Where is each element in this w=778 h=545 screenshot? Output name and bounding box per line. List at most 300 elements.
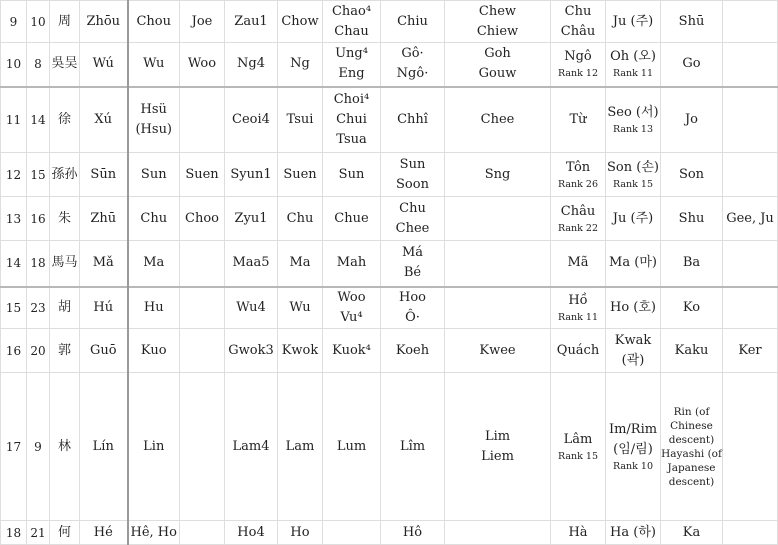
table-cell xyxy=(1,329,27,373)
cell-text: Vu⁴ xyxy=(340,309,363,325)
cell-text: Son (손) xyxy=(607,159,659,175)
cell-text: 馬马 xyxy=(51,255,78,271)
table-cell xyxy=(80,241,128,287)
table-cell xyxy=(723,329,778,373)
table-cell xyxy=(180,287,225,329)
cell-text: Ker xyxy=(738,342,762,358)
rank-label: Rank 10 xyxy=(612,460,654,472)
table-cell xyxy=(606,373,661,521)
table-cell xyxy=(551,373,606,521)
cell-text: Sun xyxy=(140,166,167,182)
cell-text: Gwok3 xyxy=(228,342,274,358)
rank-label: Rank 13 xyxy=(612,123,654,135)
cell-text: Zhōu xyxy=(86,13,121,29)
cell-text: 23 xyxy=(30,300,46,315)
cell-text: Chiew xyxy=(476,23,519,39)
table-cell xyxy=(445,43,551,87)
cell-text: 12 xyxy=(5,167,22,182)
cell-text: 16 xyxy=(5,343,22,358)
cell-text: 21 xyxy=(30,525,46,540)
cell-text: Joe xyxy=(191,13,213,29)
table-cell xyxy=(27,373,50,521)
table-cell xyxy=(551,43,606,87)
cell-text: 13 xyxy=(5,211,22,226)
table-cell xyxy=(381,43,445,87)
table-cell xyxy=(661,329,723,373)
cell-text: 17 xyxy=(5,439,22,454)
table-cell xyxy=(445,1,551,43)
table-cell xyxy=(180,87,225,153)
cell-text: Má xyxy=(401,245,424,261)
table-row xyxy=(1,329,778,373)
table-cell xyxy=(180,521,225,545)
cell-text: 14 xyxy=(5,256,22,271)
table-cell xyxy=(180,329,225,373)
cell-text: Hô xyxy=(402,524,423,540)
cell-text: 何 xyxy=(57,524,71,540)
table-cell xyxy=(180,373,225,521)
table-cell xyxy=(551,329,606,373)
cell-text: Ung⁴ xyxy=(335,46,368,62)
table-cell xyxy=(1,287,27,329)
cell-text: Hé xyxy=(93,524,113,540)
table-cell xyxy=(445,241,551,287)
cell-text: Eng xyxy=(338,66,365,82)
cell-text: Rin (of Chinese descent) Hayashi (of Japanese descent) xyxy=(661,405,722,488)
cell-text: Ngô· xyxy=(396,66,429,82)
cell-text: Woo xyxy=(337,289,366,305)
cell-text: Chu xyxy=(140,210,168,226)
table-cell xyxy=(381,87,445,153)
cell-text: Ô· xyxy=(405,309,420,325)
table-cell xyxy=(278,43,323,87)
cell-text: Lum xyxy=(336,438,367,454)
rank-label: Rank 15 xyxy=(612,178,654,190)
table-cell xyxy=(278,287,323,329)
cell-text: 朱 xyxy=(57,210,71,226)
cell-text: Chu xyxy=(286,210,314,226)
table-cell xyxy=(128,373,180,521)
table-cell xyxy=(225,521,278,545)
table-cell xyxy=(445,153,551,197)
cell-text: Ngô xyxy=(564,49,592,65)
cell-text: Ho xyxy=(290,524,310,540)
table-cell xyxy=(225,153,278,197)
table-cell xyxy=(50,241,80,287)
table-cell xyxy=(606,43,661,87)
rank-label: Rank 26 xyxy=(557,178,599,190)
table-cell xyxy=(323,197,381,241)
cell-text: Ju (주) xyxy=(612,13,654,29)
cell-text: Chow xyxy=(281,13,319,29)
cell-text: 18 xyxy=(30,256,46,271)
table-cell xyxy=(1,43,27,87)
cell-text: 胡 xyxy=(57,299,71,315)
cell-text: Lam4 xyxy=(232,438,270,454)
cell-text: Shu xyxy=(678,210,705,226)
table-cell xyxy=(128,43,180,87)
cell-text: Ceoi4 xyxy=(232,111,270,127)
cell-text: Koeh xyxy=(395,342,430,358)
cell-text: Kwak xyxy=(614,332,652,348)
cell-text: Zhū xyxy=(90,210,117,226)
table-cell xyxy=(661,373,723,521)
table-cell xyxy=(80,287,128,329)
cell-text: Ho4 xyxy=(237,524,265,540)
table-cell xyxy=(180,43,225,87)
cell-text: Goh xyxy=(484,46,511,62)
cell-text: Sun xyxy=(399,156,426,172)
table-cell xyxy=(606,1,661,43)
cell-text: (Hsu) xyxy=(135,121,173,137)
table-cell xyxy=(80,329,128,373)
table-cell xyxy=(50,373,80,521)
table-row xyxy=(1,373,778,521)
table-cell xyxy=(381,329,445,373)
table-cell xyxy=(606,153,661,197)
table-cell xyxy=(27,197,50,241)
cell-text: 孫孙 xyxy=(51,166,78,182)
table-cell xyxy=(225,87,278,153)
table-cell xyxy=(661,153,723,197)
cell-text: Ma (마) xyxy=(609,255,657,271)
cell-text: Kuo xyxy=(140,342,167,358)
cell-text: Choi⁴ xyxy=(333,91,370,107)
table-cell xyxy=(180,241,225,287)
table-cell xyxy=(180,1,225,43)
table-cell xyxy=(80,521,128,545)
table-cell xyxy=(27,87,50,153)
table-cell xyxy=(128,1,180,43)
table-cell xyxy=(50,87,80,153)
table-cell xyxy=(278,373,323,521)
cell-text: Oh (오) xyxy=(610,49,656,65)
table-cell xyxy=(27,241,50,287)
cell-text: 郭 xyxy=(57,342,71,358)
table-cell xyxy=(723,87,778,153)
table-row xyxy=(1,241,778,287)
cell-text: Soon xyxy=(396,176,429,192)
cell-text: Châu xyxy=(560,203,596,219)
table-cell xyxy=(1,197,27,241)
table-cell xyxy=(723,241,778,287)
table-cell xyxy=(723,287,778,329)
table-cell xyxy=(323,521,381,545)
table-cell xyxy=(128,241,180,287)
cell-text: Kwok xyxy=(281,342,319,358)
table-cell xyxy=(128,287,180,329)
table-cell xyxy=(278,153,323,197)
table-cell xyxy=(225,287,278,329)
table-cell xyxy=(50,329,80,373)
table-cell xyxy=(225,241,278,287)
cell-text: 林 xyxy=(57,438,71,454)
table-cell xyxy=(50,1,80,43)
table-cell xyxy=(27,1,50,43)
cell-text: Hu xyxy=(143,299,164,315)
table-cell xyxy=(445,197,551,241)
table-cell xyxy=(180,153,225,197)
cell-text: Tôn xyxy=(565,159,591,175)
cell-text: Từ xyxy=(569,111,587,127)
cell-text: Mah xyxy=(336,255,367,271)
cell-text: Woo xyxy=(187,56,217,72)
cell-text: 徐 xyxy=(57,111,71,127)
table-cell xyxy=(1,373,27,521)
table-cell xyxy=(551,241,606,287)
cell-text: Shū xyxy=(678,13,705,29)
cell-text: Son xyxy=(678,166,705,182)
cell-text: Kaku xyxy=(674,342,709,358)
table-cell xyxy=(606,287,661,329)
table-cell xyxy=(381,197,445,241)
cell-text: 8 xyxy=(34,57,42,72)
table-cell xyxy=(445,87,551,153)
cell-text: Gouw xyxy=(478,66,517,82)
cell-text: Wu xyxy=(289,299,311,315)
cell-text: 18 xyxy=(5,525,22,540)
cell-text: 10 xyxy=(30,14,46,29)
table-cell xyxy=(323,1,381,43)
cell-text: Suen xyxy=(185,166,219,182)
cell-text: 吳吴 xyxy=(51,56,78,72)
table-cell xyxy=(445,521,551,545)
table-cell xyxy=(80,43,128,87)
table-cell xyxy=(606,329,661,373)
rank-label: Rank 22 xyxy=(557,222,599,234)
cell-text: Ma xyxy=(289,255,311,271)
table-cell xyxy=(723,521,778,545)
table-cell xyxy=(80,87,128,153)
table-cell xyxy=(278,1,323,43)
cell-text: Chu xyxy=(564,3,592,19)
cell-text: Mã xyxy=(567,255,589,271)
cell-text: Gô· xyxy=(401,46,424,62)
table-row xyxy=(1,43,778,87)
table-cell xyxy=(128,153,180,197)
cell-text: Zyu1 xyxy=(234,210,268,226)
cell-text: (임/림) xyxy=(613,441,653,457)
cell-text: Mǎ xyxy=(92,255,114,271)
table-cell xyxy=(445,287,551,329)
table-cell xyxy=(225,197,278,241)
cell-text: Wu xyxy=(143,56,165,72)
table-cell xyxy=(27,521,50,545)
table-cell xyxy=(381,521,445,545)
cell-text: Lîm xyxy=(399,438,426,454)
cell-text: Hú xyxy=(93,299,114,315)
table-cell xyxy=(278,329,323,373)
cell-text: Chou xyxy=(136,13,172,29)
table-cell xyxy=(551,87,606,153)
cell-text: 9 xyxy=(9,14,18,29)
table-cell xyxy=(381,153,445,197)
cell-text: Im/Rim xyxy=(608,421,658,437)
table-cell xyxy=(323,329,381,373)
rank-label: Rank 15 xyxy=(557,450,599,462)
cell-text: Chiu xyxy=(397,13,428,29)
table-cell xyxy=(723,197,778,241)
cell-text: 16 xyxy=(30,211,46,226)
table-cell xyxy=(50,153,80,197)
rank-label: Rank 11 xyxy=(557,311,599,323)
table-cell xyxy=(50,43,80,87)
table-cell xyxy=(128,329,180,373)
cell-text: Chew xyxy=(478,3,517,19)
cell-text: Wú xyxy=(92,56,114,72)
table-cell xyxy=(180,197,225,241)
table-row xyxy=(1,87,778,153)
table-cell xyxy=(381,373,445,521)
cell-text: Seo (서) xyxy=(607,104,659,120)
table-cell xyxy=(50,197,80,241)
cell-text: Go xyxy=(682,56,701,72)
cell-text: Sun xyxy=(338,166,365,182)
cell-text: Guō xyxy=(89,342,117,358)
cell-text: Chhî xyxy=(397,111,428,127)
table-cell xyxy=(278,197,323,241)
table-cell xyxy=(128,521,180,545)
table-cell xyxy=(27,153,50,197)
cell-text: Lín xyxy=(92,438,114,454)
table-cell xyxy=(661,87,723,153)
cell-text: Wu4 xyxy=(236,299,266,315)
table-cell xyxy=(80,197,128,241)
cell-text: Sng xyxy=(484,166,511,182)
cell-text: Chee xyxy=(480,111,515,127)
table-cell xyxy=(323,373,381,521)
cell-text: 周 xyxy=(57,13,71,29)
table-cell xyxy=(278,241,323,287)
cell-text: Tsua xyxy=(336,131,367,147)
table-cell xyxy=(80,373,128,521)
table-cell xyxy=(323,287,381,329)
table-cell xyxy=(661,1,723,43)
cell-text: Choo xyxy=(185,210,219,226)
cell-text: Lam xyxy=(285,438,315,454)
cell-text: Ka xyxy=(682,524,701,540)
table-row xyxy=(1,1,778,43)
cell-text: Sūn xyxy=(90,166,117,182)
table-row xyxy=(1,287,778,329)
cell-text: Gee, Ju xyxy=(726,210,774,226)
table-cell xyxy=(1,153,27,197)
table-cell xyxy=(128,197,180,241)
cell-text: Chue xyxy=(334,210,369,226)
cell-text: Syun1 xyxy=(230,166,272,182)
table-cell xyxy=(551,1,606,43)
table-cell xyxy=(606,241,661,287)
cell-text: Lin xyxy=(143,438,165,454)
table-cell xyxy=(1,241,27,287)
cell-text: Suen xyxy=(283,166,317,182)
cell-text: Chee xyxy=(395,220,430,236)
cell-text: Kwee xyxy=(479,342,516,358)
table-cell xyxy=(661,521,723,545)
cell-text: Ng4 xyxy=(237,56,265,72)
cell-text: Zau1 xyxy=(234,13,268,29)
table-cell xyxy=(225,329,278,373)
table-cell xyxy=(27,287,50,329)
table-cell xyxy=(445,329,551,373)
table-cell xyxy=(381,1,445,43)
cell-text: Lâm xyxy=(563,431,593,447)
cell-text: Hồ xyxy=(568,292,588,308)
table-cell xyxy=(50,521,80,545)
table-cell xyxy=(551,521,606,545)
cell-text: Lim xyxy=(484,428,511,444)
cell-text: Jo xyxy=(684,111,699,127)
cell-text: Kuok⁴ xyxy=(332,342,371,358)
rank-label: Rank 12 xyxy=(557,68,599,80)
table-cell xyxy=(27,43,50,87)
cell-text: 9 xyxy=(34,439,42,454)
cell-text: Chui xyxy=(336,111,367,127)
cell-text: (곽) xyxy=(621,352,645,368)
cell-text: 15 xyxy=(5,300,22,315)
table-row xyxy=(1,521,778,545)
table-cell xyxy=(225,1,278,43)
table-cell xyxy=(723,1,778,43)
table-cell xyxy=(1,87,27,153)
table-cell xyxy=(606,87,661,153)
cell-text: Chao⁴ xyxy=(331,3,372,19)
table-cell xyxy=(225,373,278,521)
cell-text: Ju (주) xyxy=(612,210,654,226)
table-cell xyxy=(1,1,27,43)
table-cell xyxy=(80,1,128,43)
table-cell xyxy=(661,241,723,287)
cell-text: Ma xyxy=(143,255,165,271)
table-cell xyxy=(323,87,381,153)
cell-text: Hà xyxy=(568,524,588,540)
table-cell xyxy=(723,373,778,521)
table-row xyxy=(1,153,778,197)
cell-text: Hê, Ho xyxy=(130,524,177,540)
cell-text: Quách xyxy=(556,342,600,358)
table-cell xyxy=(381,241,445,287)
table-cell xyxy=(128,87,180,153)
table-cell xyxy=(278,87,323,153)
cell-text: Chu xyxy=(399,200,426,216)
cell-text: Chau xyxy=(334,23,369,39)
cell-text: 10 xyxy=(5,57,22,72)
cell-text: Châu xyxy=(560,23,596,39)
table-cell xyxy=(661,287,723,329)
cell-text: 20 xyxy=(30,343,46,358)
table-cell xyxy=(381,287,445,329)
table-cell xyxy=(1,521,27,545)
cell-text: Tsui xyxy=(286,111,314,127)
table-cell xyxy=(723,153,778,197)
cell-text: Xú xyxy=(94,111,113,127)
cell-text: Hsü xyxy=(140,101,167,117)
table-cell xyxy=(50,287,80,329)
table-cell xyxy=(278,521,323,545)
table-cell xyxy=(551,197,606,241)
table-cell xyxy=(323,241,381,287)
cell-text: Ho (호) xyxy=(610,299,656,315)
cell-text: Hoo xyxy=(399,289,426,305)
table-cell xyxy=(551,287,606,329)
table-cell xyxy=(323,43,381,87)
cell-text: 11 xyxy=(5,112,22,127)
table-cell xyxy=(661,197,723,241)
rank-label: Rank 11 xyxy=(612,68,654,80)
table-cell xyxy=(723,43,778,87)
cell-text: 15 xyxy=(30,167,46,182)
table-cell xyxy=(225,43,278,87)
